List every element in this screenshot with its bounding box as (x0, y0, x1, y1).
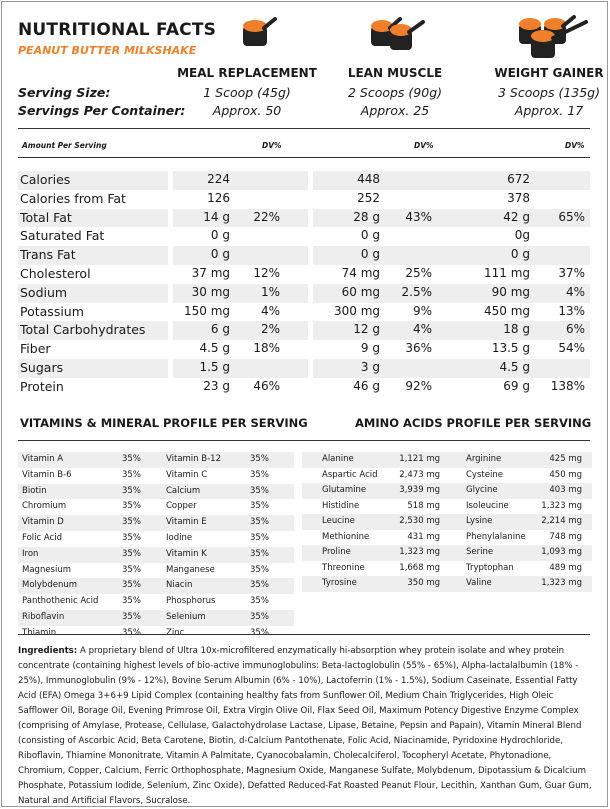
amino-amount: 489 mg (549, 562, 582, 573)
vitamin-dv: 35% (122, 532, 141, 543)
vitamin-dv: 35% (250, 611, 269, 622)
amino-amount: 1,093 mg (541, 547, 582, 557)
vitamin-name: Copper (166, 501, 197, 512)
vitamin-dv: 35% (122, 501, 141, 512)
nutrient-value: 90 mg (491, 284, 530, 299)
nutrition-row (18, 227, 590, 246)
nutrient-name: Protein (20, 378, 64, 394)
nutrition-row (18, 209, 590, 228)
vitamin-dv: 35% (250, 532, 269, 543)
vitamin-name: Panthothenic Acid (22, 596, 99, 607)
amino-name: Phenylalanine (466, 531, 526, 542)
nutrient-value: 672 (507, 172, 530, 186)
nutrient-value: 3 g (360, 359, 380, 374)
nutrient-value: 126 (207, 190, 230, 205)
vitamin-name: Zinc (166, 627, 185, 638)
nutrient-dv: 138% (550, 378, 585, 393)
column-separator (308, 209, 313, 228)
nutrient-value: 42 g (503, 209, 530, 224)
nutrient-value: 13.5 g (491, 341, 530, 356)
vitamin-row (18, 610, 294, 626)
nutrient-value: 28 g (353, 209, 380, 224)
amino-name: Isoleucine (466, 500, 509, 511)
amino-amount: 1,121 mg (399, 454, 440, 464)
nutrition-row (18, 303, 590, 322)
vitamin-dv: 35% (122, 548, 141, 559)
vitamin-dv: 35% (250, 580, 269, 591)
nutrient-dv: 43% (405, 209, 432, 224)
vitamin-name: Iron (22, 548, 39, 559)
nutrient-dv: 36% (405, 341, 432, 356)
column-separator (168, 284, 173, 303)
nutrition-row (18, 321, 590, 340)
vitamin-dv: 35% (250, 501, 269, 512)
vitamin-dv: 35% (250, 469, 269, 480)
amino-name: Lysine (466, 516, 493, 526)
nutrient-name: Sugars (20, 359, 64, 375)
nutrition-row (18, 359, 590, 378)
column-separator (308, 359, 313, 378)
scoop-icon-1 (240, 16, 278, 50)
nutrient-name: Cholesterol (20, 265, 91, 281)
ingredients-label: Ingredients: (18, 646, 78, 656)
amino-amount: 3,939 mg (399, 485, 440, 495)
vitamins-section-title: VITAMINS & MINERAL PROFILE PER SERVING (20, 416, 308, 430)
nutrient-dv: 54% (558, 341, 585, 356)
vitamin-dv: 35% (250, 548, 269, 559)
dv-header: DV% (262, 141, 282, 150)
vitamin-name: Riboflavin (22, 611, 65, 622)
nutrient-value: 14 g (203, 209, 230, 224)
nutrient-value: 300 mg (333, 303, 380, 318)
amino-row (302, 576, 592, 592)
nutrient-dv: 18% (253, 341, 280, 356)
serving-size-label: Serving Size: (18, 85, 111, 100)
nutrient-value: 0 g (360, 247, 380, 262)
vitamins-table (18, 452, 294, 642)
vitamin-row (18, 499, 294, 515)
amino-amount: 1,668 mg (399, 562, 440, 573)
vitamin-dv: 35% (250, 454, 269, 464)
amino-name: Proline (322, 547, 351, 557)
scoop-icon-2 (368, 16, 430, 52)
nutrient-name: Calories (20, 172, 71, 187)
nutrient-value: 12 g (353, 322, 380, 337)
amino-amount: 350 mg (407, 578, 440, 588)
nutrient-value: 0g (514, 228, 530, 243)
vitamin-name: Folic Acid (22, 532, 62, 543)
serving-size-value: 2 Scoops (90g) (347, 85, 443, 100)
column-header-lean-muscle: LEAN MUSCLE (347, 66, 443, 80)
nutrition-row (18, 171, 590, 190)
nutrient-dv: 2% (260, 322, 280, 337)
vitamin-row (18, 563, 294, 579)
amino-name: Valine (466, 578, 492, 588)
nutrient-value: 30 mg (191, 284, 230, 299)
vitamin-row (18, 468, 294, 484)
vitamin-dv: 35% (122, 627, 141, 638)
column-separator (168, 359, 173, 378)
flavor-subtitle: PEANUT BUTTER MILKSHAKE (18, 44, 197, 57)
amino-name: Threonine (322, 562, 365, 573)
nutrient-value: 252 (357, 190, 380, 205)
column-header-meal-replacement: MEAL REPLACEMENT (177, 66, 317, 80)
nutrient-value: 18 g (503, 322, 530, 337)
nutrient-dv: 12% (253, 265, 280, 280)
vitamin-name: Magnesium (22, 564, 72, 575)
divider (18, 157, 590, 158)
vitamin-dv: 35% (250, 627, 269, 638)
vitamin-name: Vitamin A (22, 454, 64, 464)
nutrient-value: 0 g (210, 228, 230, 243)
amino-amount: 403 mg (549, 485, 582, 495)
nutrient-dv: 46% (253, 378, 280, 393)
amino-name: Arginine (466, 454, 502, 464)
ingredients-body: A proprietary blend of Ultra 10x-microfiltered enzymatically hi-absorption whey protein isolate and whey protein concentrate (containing highest levels of bio-active immunoglobulins: Beta-lactoglobulin (55% - 65%), Alpha-lactalalbumin (18% - 25%), Immunoglobulin (9% - 12%), Bovine Serum Albumin (6% - 10%), Lactoferrin (1% - 1.5%), Sodium Caseinate, Essential Fatty Acid (EFA) Omega 3+6+9 Lipid Complex (containing healthy fats from Sunflower Oil, Medium Chain Triglycerides, High Oleic Safflower Oil, Borage Oil, Evening Primrose Oil, Extra Virgin Olive Oil, Flax Seed Oil, Maximum Potency Digestive Enzyme Complex (comprising of Amylase, Protease, Cellulase, Galactohydrolase Lactase, Lipase, Betaine, Pepsin and Papain), Vitamin Mineral Blend (consisting of Ascorbic Acid, Beta Carotene, Biotin, d-Calcium Pantothenate, Folic Acid, Niacinamide, Pyridoxine Hydrochloride, Riboflavin, Thiamine Mononitrate, Vitamin A Palmitate, Cyanocobalamin, Cholecalciferol, Tocopheryl Acetate, Phytonadione, Chromium, Copper, Calcium, Ferric Orthophosphate, Magnesium Oxide, Manganese Sulfate, Molybdenum, Dipotassium & Dicalcium Phosphate, Potassium Iodide, Selenium, Zinc Oxide), Defatted Reduced-Fat Roasted Peanut Flour, Lecithin, Xanthan Gum, Guar Gum, Natural and Artificial Flavors, Sucralose. (18, 646, 592, 806)
amino-amount: 450 mg (549, 469, 582, 480)
vitamin-row (18, 531, 294, 547)
amino-amount: 2,214 mg (541, 516, 582, 526)
nutrition-table (18, 171, 590, 397)
ingredients-text (18, 644, 592, 809)
column-separator (168, 171, 173, 190)
amino-row (302, 545, 592, 561)
nutrition-row (18, 340, 590, 359)
amino-name: Cysteine (466, 469, 503, 480)
amino-name: Glycine (466, 485, 498, 495)
nutrient-name: Potassium (20, 303, 84, 319)
vitamin-name: Manganese (166, 564, 215, 575)
nutrient-dv: 4% (565, 284, 585, 299)
nutrient-dv: 37% (558, 265, 585, 280)
column-separator (308, 321, 313, 340)
amino-amount: 1,323 mg (541, 500, 582, 511)
vitamin-dv: 35% (122, 564, 141, 575)
vitamin-dv: 35% (122, 517, 141, 528)
nutrient-value: 0 g (510, 247, 530, 262)
vitamin-dv: 35% (122, 454, 141, 464)
dv-header: DV% (414, 141, 434, 150)
amino-amount: 425 mg (549, 454, 582, 464)
nutrient-dv: 4% (260, 303, 280, 318)
column-separator (168, 209, 173, 228)
vitamin-name: Vitamin K (166, 548, 207, 559)
servings-value: Approx. 25 (360, 103, 430, 118)
nutrient-dv: 22% (253, 209, 280, 224)
nutrient-name: Sodium (20, 284, 68, 300)
serving-size-value: 3 Scoops (135g) (498, 85, 600, 100)
nutrient-value: 4.5 g (499, 359, 530, 374)
nutrient-value: 37 mg (191, 265, 230, 280)
amino-row (302, 514, 592, 530)
nutrition-row (18, 265, 590, 284)
nutrient-value: 46 g (353, 378, 380, 393)
vitamin-name: Niacin (166, 580, 193, 591)
nutrition-row (18, 190, 590, 209)
amino-amount: 1,323 mg (541, 578, 582, 588)
nutrient-name: Trans Fat (20, 247, 76, 263)
nutrient-value: 0 g (210, 247, 230, 262)
nutrient-name: Fiber (20, 341, 51, 357)
vitamin-dv: 35% (122, 485, 141, 496)
nutrient-value: 4.5 g (199, 341, 230, 356)
servings-value: Approx. 50 (212, 103, 282, 118)
amino-name: Serine (466, 547, 494, 557)
vitamin-dv: 35% (122, 596, 141, 607)
vitamin-dv: 35% (250, 596, 269, 607)
nutrient-name: Total Fat (20, 209, 72, 225)
vitamin-row (18, 578, 294, 594)
amino-row (302, 499, 592, 515)
nutrient-dv: 1% (260, 284, 280, 299)
amino-row (302, 468, 592, 484)
nutrient-value: 6 g (210, 322, 230, 337)
nutrient-value: 60 mg (341, 284, 380, 299)
amino-name: Glutamine (322, 485, 367, 495)
amino-amount: 2,473 mg (399, 469, 440, 480)
vitamin-name: Vitamin B-12 (166, 454, 221, 464)
column-separator (168, 246, 173, 265)
nutrient-dv: 9% (412, 303, 432, 318)
amino-name: Histidine (322, 500, 360, 511)
nutrient-value: 0 g (360, 228, 380, 243)
dv-header: DV% (565, 141, 585, 150)
nutrient-value: 23 g (203, 378, 230, 393)
nutrient-value: 150 mg (183, 303, 230, 318)
vitamin-name: Vitamin D (22, 517, 64, 528)
nutrient-dv: 4% (412, 322, 432, 337)
nutrient-dv: 6% (565, 322, 585, 337)
nutrient-value: 378 (507, 190, 530, 205)
nutrient-value: 448 (357, 172, 380, 186)
scoop-icon-3 (516, 14, 590, 60)
vitamin-name: Biotin (22, 485, 47, 496)
divider (18, 634, 590, 635)
amino-name: Alanine (322, 454, 354, 464)
serving-size-value: 1 Scoop (45g) (203, 85, 291, 100)
amino-row (302, 561, 592, 577)
amino-amount: 518 mg (407, 500, 440, 511)
amino-row (302, 530, 592, 546)
amount-per-serving-label: Amount Per Serving (22, 141, 107, 150)
vitamin-dv: 35% (250, 564, 269, 575)
vitamin-row (18, 594, 294, 610)
nutrient-name: Total Carbohydrates (20, 322, 146, 338)
vitamin-name: Molybdenum (22, 580, 78, 591)
servings-per-container-label: Servings Per Container: (18, 103, 186, 118)
amino-section-title: AMINO ACIDS PROFILE PER SERVING (355, 416, 592, 430)
vitamin-name: Calcium (166, 485, 201, 496)
column-separator (168, 321, 173, 340)
nutrient-dv: 25% (405, 265, 432, 280)
column-header-weight-gainer: WEIGHT GAINER (494, 66, 604, 80)
amino-name: Tyrosine (322, 578, 357, 588)
nutrient-dv: 2.5% (401, 284, 432, 299)
amino-name: Leucine (322, 516, 355, 526)
vitamin-name: Vitamin E (166, 517, 207, 528)
vitamin-dv: 35% (122, 580, 141, 591)
nutrient-dv: 65% (558, 209, 585, 224)
vitamin-dv: 35% (122, 611, 141, 622)
vitamin-row (18, 515, 294, 531)
nutrient-value: 1.5 g (199, 359, 230, 374)
amino-table (302, 452, 592, 592)
vitamin-dv: 35% (250, 485, 269, 496)
amino-amount: 431 mg (407, 531, 440, 542)
amino-amount: 748 mg (549, 531, 582, 542)
vitamin-name: Iodine (166, 532, 193, 543)
vitamin-row (18, 452, 294, 468)
vitamin-name: Vitamin B-6 (22, 469, 72, 480)
amino-name: Methionine (322, 531, 370, 542)
vitamin-name: Chromium (22, 501, 67, 512)
vitamin-name: Phosphorus (166, 596, 216, 607)
amino-amount: 2,530 mg (399, 516, 440, 526)
vitamin-row (18, 547, 294, 563)
nutrient-dv: 13% (558, 303, 585, 318)
column-separator (308, 171, 313, 190)
nutrient-dv: 92% (405, 378, 432, 393)
amino-row (302, 483, 592, 499)
vitamin-name: Thiamin (22, 627, 57, 638)
column-separator (308, 284, 313, 303)
servings-value: Approx. 17 (514, 103, 584, 118)
nutrient-value: 69 g (503, 378, 530, 393)
nutrient-name: Calories from Fat (20, 190, 126, 206)
nutrition-row (18, 378, 590, 397)
vitamin-dv: 35% (250, 517, 269, 528)
nutrition-row (18, 246, 590, 265)
nutrient-value: 111 mg (483, 265, 530, 280)
amino-name: Tryptophan (466, 562, 514, 573)
nutrient-value: 74 mg (341, 265, 380, 280)
amino-row (302, 452, 592, 468)
divider (18, 440, 590, 441)
amino-amount: 1,323 mg (399, 547, 440, 557)
divider (18, 128, 590, 129)
nutrition-row (18, 284, 590, 303)
amino-name: Aspartic Acid (322, 469, 378, 480)
vitamin-row (18, 484, 294, 500)
nutrient-value: 450 mg (483, 303, 530, 318)
column-separator (308, 246, 313, 265)
vitamin-dv: 35% (122, 469, 141, 480)
nutrient-value: 224 (207, 172, 230, 186)
page-title: NUTRITIONAL FACTS (18, 20, 217, 40)
nutrient-name: Saturated Fat (20, 228, 105, 244)
nutrient-value: 9 g (360, 341, 380, 356)
vitamin-name: Selenium (166, 611, 206, 622)
vitamin-name: Vitamin C (166, 469, 208, 480)
